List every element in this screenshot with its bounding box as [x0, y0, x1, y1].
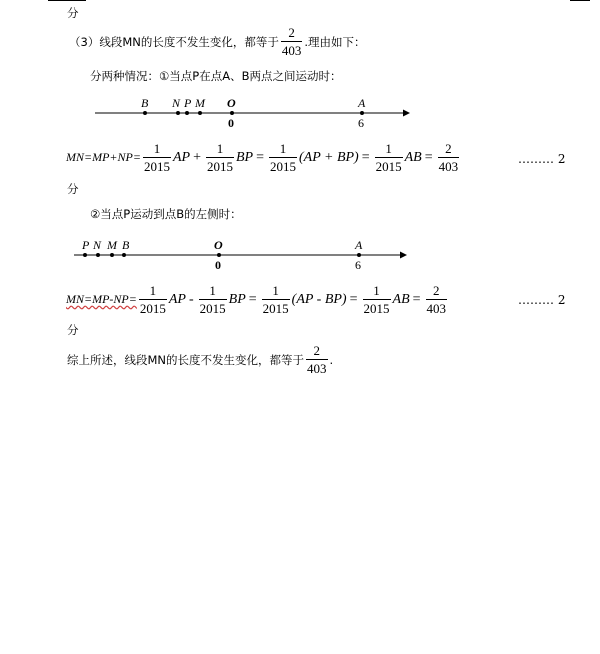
eq1-ab: AB	[404, 149, 422, 165]
eq1-frac-result: $\frac{2}{403}$	[438, 141, 459, 174]
number-line-1	[90, 94, 450, 134]
case1-intro: 分两种情况：①当点P在点A、B两点之间运动时：	[90, 69, 342, 83]
eq1-frac-d: $\frac{1}{2015}$	[375, 141, 402, 174]
eq1-score-unit: 分	[67, 182, 79, 196]
eq2-score: ……… 2	[518, 293, 566, 307]
point-O	[230, 111, 234, 115]
label-P: P	[184, 96, 192, 110]
point-B	[122, 253, 126, 257]
label-B: B	[122, 238, 130, 252]
point-M	[198, 111, 202, 115]
label-P: P	[82, 238, 90, 252]
eq2-equals-3: =	[412, 291, 421, 307]
conclusion-text-before: 综上所述，线段MN的长度不发生变化，都等于	[67, 352, 305, 367]
eq2-frac-a: $\frac{1}{2015}$	[139, 283, 166, 316]
eq1-frac-a: $\frac{1}{2015}$	[143, 141, 170, 174]
point-N	[96, 253, 100, 257]
label-O: O	[214, 238, 223, 252]
equation-2	[66, 284, 449, 315]
eq2-paren-diff: (AP - BP)	[291, 291, 347, 307]
label-A: A	[358, 96, 366, 110]
eq1-plus: +	[193, 149, 201, 165]
point-M	[110, 253, 114, 257]
eq1-ap: AP	[172, 149, 191, 165]
eq2-score-unit: 分	[67, 323, 79, 337]
eq1-bp: BP	[235, 149, 254, 165]
conclusion-fraction: $\frac{2}{403}$	[307, 343, 327, 376]
eq1-score: ……… 2	[518, 152, 566, 166]
label-A: A	[355, 238, 363, 252]
eq1-equals-3: =	[424, 149, 433, 165]
eq2-bp: BP	[228, 291, 246, 307]
point-N	[176, 111, 180, 115]
conclusion-text-after: .	[329, 352, 334, 367]
part3-text-after: .理由如下：	[304, 34, 366, 49]
eq2-ap: AP	[168, 291, 186, 307]
label-O: O	[227, 96, 236, 110]
eq1-equals-1: =	[256, 149, 264, 165]
label-M: M	[195, 96, 205, 110]
point-A	[357, 253, 361, 257]
point-P	[83, 253, 87, 257]
eq2-frac-b: $\frac{1}{2015}$	[199, 283, 226, 316]
eq1-paren-sum: (AP + BP)	[298, 149, 359, 165]
eq1-frac-b: $\frac{1}{2015}$	[206, 141, 233, 174]
top-rule-left	[48, 0, 86, 1]
eq1-lhs: MN=MP+NP=	[66, 150, 141, 164]
conclusion	[67, 344, 333, 375]
label-N: N	[93, 238, 102, 252]
part3-statement	[69, 26, 366, 57]
eq2-frac-d: $\frac{1}{2015}$	[363, 283, 390, 316]
tick-0: 0	[215, 258, 221, 272]
eq2-frac-result: $\frac{2}{403}$	[426, 283, 447, 316]
eq2-frac-c: $\frac{1}{2015}$	[262, 283, 289, 316]
score-tail-text: 分	[67, 6, 79, 20]
point-P	[185, 111, 189, 115]
fraction-2-403: $\frac{2}{403}$	[281, 25, 302, 58]
eq2-minus: -	[188, 291, 194, 307]
eq1-equals-2: =	[361, 149, 370, 165]
label-M: M	[107, 238, 117, 252]
eq2-equals-1: =	[248, 291, 257, 307]
top-rule-right	[570, 0, 590, 1]
tick-6: 6	[355, 258, 361, 272]
eq2-lhs: MN=MP-NP=	[66, 292, 137, 306]
part3-text-before: （3）线段MN的长度不发生变化，都等于	[69, 34, 279, 49]
tick-0: 0	[228, 116, 234, 130]
case2-intro: ②当点P运动到点B的左侧时：	[90, 207, 242, 221]
number-line-2	[70, 236, 430, 276]
eq1-frac-c: $\frac{1}{2015}$	[269, 141, 296, 174]
eq2-equals-2: =	[349, 291, 358, 307]
label-B: B	[141, 96, 149, 110]
label-N: N	[172, 96, 181, 110]
eq2-ab: AB	[392, 291, 410, 307]
tick-6: 6	[358, 116, 364, 130]
point-B	[143, 111, 147, 115]
equation-1	[66, 142, 461, 173]
point-A	[360, 111, 364, 115]
point-O	[217, 253, 221, 257]
